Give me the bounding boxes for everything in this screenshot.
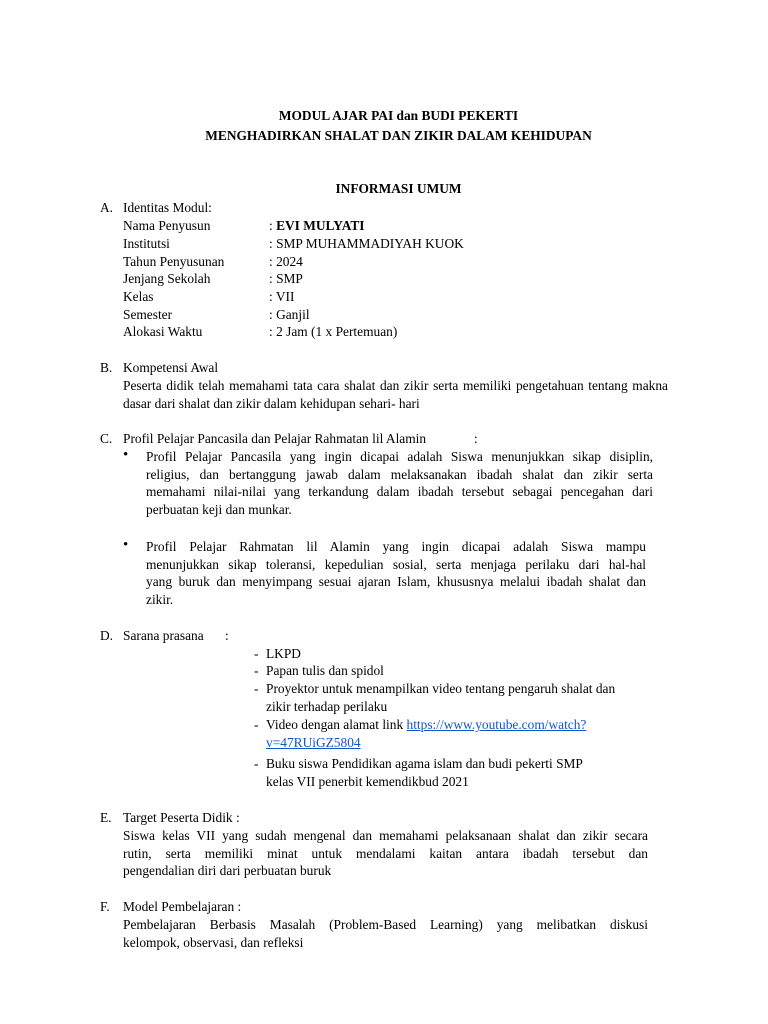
section-c-colon: : <box>474 431 478 446</box>
identity-value: : VII <box>269 289 295 304</box>
identity-label: Alokasi Waktu <box>123 324 203 339</box>
section-c-letter: C. <box>100 431 113 446</box>
bullet-icon: • <box>123 447 129 463</box>
youtube-link[interactable]: https://www.youtube.com/watch? <box>406 717 587 732</box>
paragraph-line: Profil Pelajar Rahmatan lil Alamin yang ingin dicapai adalah Siswa mampu <box>146 539 646 554</box>
section-a-heading: Identitas Modul: <box>123 200 212 215</box>
link-prefix: Video dengan alamat link <box>266 717 407 732</box>
section-b-letter: B. <box>100 360 113 375</box>
section-e-letter: E. <box>100 810 112 825</box>
identity-value: : SMP <box>269 271 303 286</box>
identity-value: : 2024 <box>269 254 303 269</box>
list-item-text <box>266 734 656 752</box>
paragraph-line: memahami nilai-nilai yang terkandung dalam ibadah tersebut sebagai pencegahan dari <box>146 484 653 500</box>
paragraph-line: Siswa kelas VII yang sudah mengenal dan memahami pelaksanaan shalat dan zikir secara <box>123 828 648 843</box>
list-item-text: kelas VII penerbit kemendikbud 2021 <box>266 773 469 789</box>
list-item <box>266 716 656 751</box>
list-dash: - <box>254 717 259 732</box>
list-dash: - <box>254 663 259 678</box>
paragraph-line: pengendalian diri dari perbuatan buruk <box>123 863 332 879</box>
list-item-text: Proyektor untuk menampilkan video tentang pengaruh shalat dan <box>266 681 616 696</box>
section-f-heading: Model Pembelajaran : <box>123 899 242 914</box>
list-item <box>266 662 656 680</box>
paragraph-line: Peserta didik telah memahami tata cara shalat dan zikir serta memiliki pengetahuan tentang makna <box>123 378 668 393</box>
list-dash: - <box>254 646 259 661</box>
paragraph-line: menunjukkan sikap toleransi, kepedulian sosial, serta menjaga perilaku dari hal-hal <box>146 556 646 572</box>
section-e-paragraph <box>123 827 648 880</box>
bullet-paragraph-2 <box>146 538 646 609</box>
paragraph-line: zikir. <box>146 592 174 608</box>
paragraph-line: yang buruk dan menyimpang sesuai ajaran Islam, khususnya melalui ibadah shalat dan <box>146 574 646 590</box>
section-a-letter: A. <box>100 200 114 215</box>
section-d-heading: Sarana prasana <box>123 628 204 643</box>
identity-label: Institutsi <box>123 236 170 251</box>
identity-label: Jenjang Sekolah <box>123 271 211 286</box>
list-item-text: LKPD <box>266 646 301 661</box>
list-item-text <box>266 716 656 734</box>
identity-value: : 2 Jam (1 x Pertemuan) <box>269 324 398 339</box>
paragraph-line: Pembelajaran Berbasis Masalah (Problem-Based Learning) yang melibatkan diskusi <box>123 917 648 932</box>
section-heading: INFORMASI UMUM <box>335 181 462 196</box>
identity-label: Kelas <box>123 289 154 304</box>
list-item-text: zikir terhadap perilaku <box>266 698 388 714</box>
youtube-link-continued[interactable]: v=47RUiGZ5804 <box>266 734 361 750</box>
section-f-letter: F. <box>100 899 110 914</box>
identity-value: : Ganjil <box>269 307 310 322</box>
identity-label: Nama Penyusun <box>123 218 211 233</box>
section-b-paragraph <box>123 377 668 412</box>
identity-value: : SMP MUHAMMADIYAH KUOK <box>269 236 464 251</box>
paragraph-line: Profil Pelajar Pancasila yang ingin dicapai adalah Siswa menunjukkan sikap disiplin, <box>146 449 653 464</box>
list-item <box>266 645 656 663</box>
section-e-heading: Target Peserta Didik : <box>123 810 240 825</box>
title-line-2: MENGHADIRKAN SHALAT DAN ZIKIR DALAM KEHIDUPAN <box>205 128 592 143</box>
section-f-paragraph <box>123 916 648 951</box>
identity-label: Semester <box>123 307 173 322</box>
list-dash: - <box>254 756 259 771</box>
list-dash: - <box>254 681 259 696</box>
identity-label: Tahun Penyusunan <box>123 254 225 269</box>
list-item-text: Papan tulis dan spidol <box>266 663 384 678</box>
section-d-letter: D. <box>100 628 114 643</box>
list-item-text: Buku siswa Pendidikan agama islam dan budi pekerti SMP <box>266 756 583 771</box>
section-c-heading: Profil Pelajar Pancasila dan Pelajar Rahmatan lil Alamin <box>123 431 427 446</box>
title-line-1: MODUL AJAR PAI dan BUDI PEKERTI <box>278 108 519 123</box>
bullet-icon: • <box>123 537 129 553</box>
paragraph-line: perbuatan keji dan munkar. <box>146 502 292 518</box>
paragraph-line: dasar dari shalat dan zikir dalam kehidupan sehari- hari <box>123 395 420 411</box>
list-item <box>266 755 656 790</box>
paragraph-line: kelompok, observasi, dan refleksi <box>123 934 304 950</box>
section-d-colon: : <box>225 628 229 643</box>
identity-value: : EVI MULYATI <box>269 218 365 233</box>
paragraph-line: religius, dan bertanggung jawab dalam melaksanakan ibadah shalat dan zikir serta <box>146 466 653 482</box>
bullet-paragraph-1 <box>146 448 653 519</box>
section-b-heading: Kompetensi Awal <box>123 360 219 375</box>
paragraph-line: rutin, serta memiliki minat untuk mendalami kaitan antara ibadah tersebut dan <box>123 845 648 861</box>
list-item <box>266 680 656 715</box>
